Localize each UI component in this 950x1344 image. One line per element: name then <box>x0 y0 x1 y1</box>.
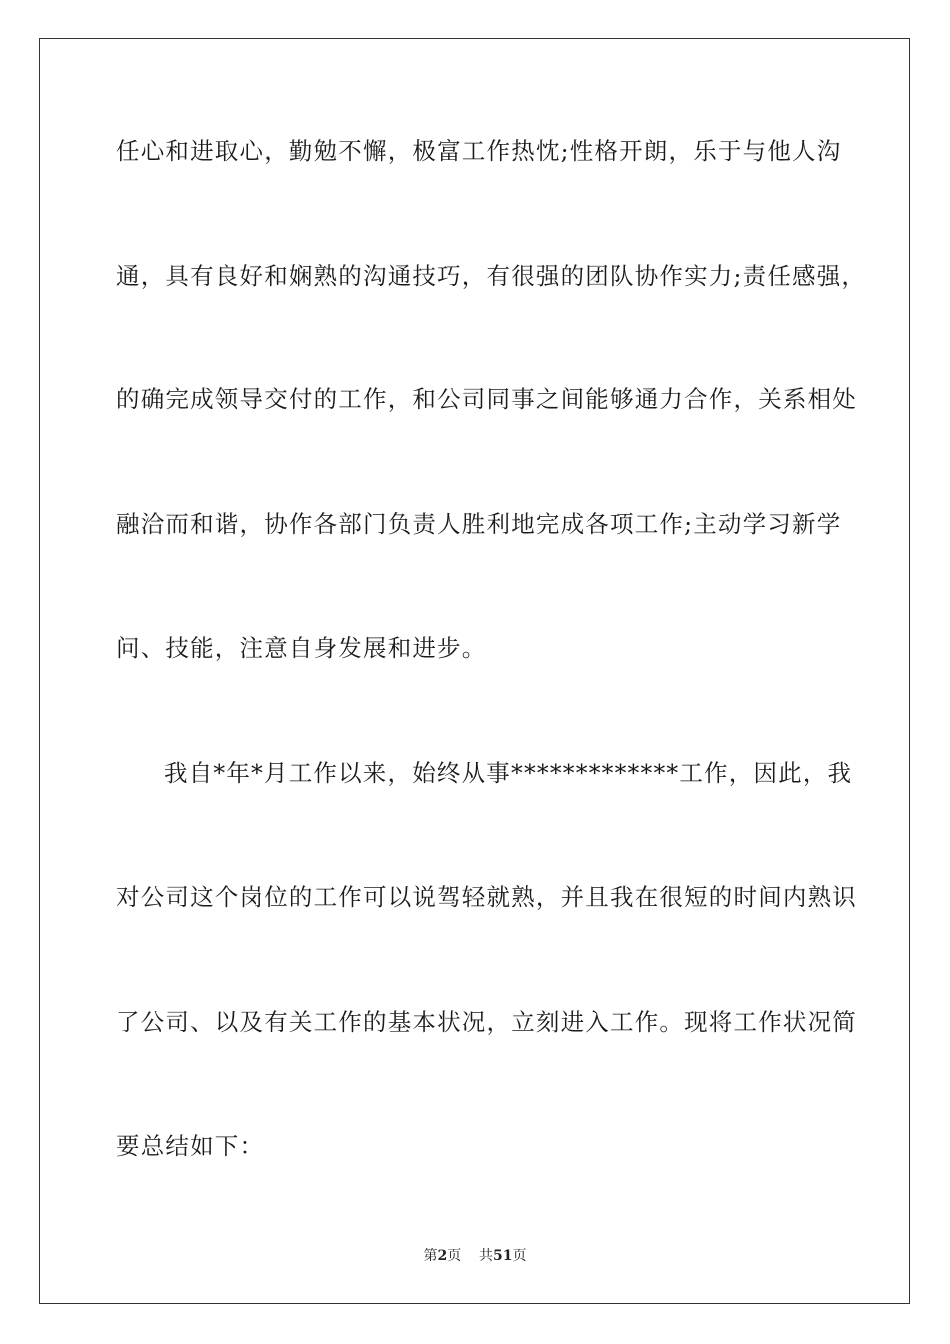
body-line-7: 对公司这个岗位的工作可以说驾轻就熟，并且我在很短的时间内熟识 <box>116 883 857 911</box>
body-line-6: 我自*年*月工作以来，始终从事*************工作，因此，我 <box>164 759 853 787</box>
body-line-5: 问、技能，注意自身发展和进步。 <box>116 634 487 662</box>
body-line-8: 了公司、以及有关工作的基本状况，立刻进入工作。现将工作状况简 <box>116 1008 857 1036</box>
body-line-2: 通，具有良好和娴熟的沟通技巧，有很强的团队协作实力;责任感强， <box>116 262 867 290</box>
footer-page-prefix: 第 <box>423 1248 438 1264</box>
body-line-1: 任心和进取心，勤勉不懈，极富工作热忱;性格开朗，乐于与他人沟 <box>116 137 842 165</box>
footer-total-pages: 51 <box>493 1248 513 1264</box>
body-line-4: 融洽而和谐，协作各部门负责人胜利地完成各项工作;主动学习新学 <box>116 510 842 538</box>
footer-page-suffix: 页 <box>447 1248 462 1264</box>
footer-total-suffix: 页 <box>512 1248 527 1264</box>
body-line-3: 的确完成领导交付的工作，和公司同事之间能够通力合作，关系相处 <box>116 385 857 413</box>
body-line-9: 要总结如下： <box>116 1132 265 1160</box>
page-frame <box>39 38 910 1304</box>
footer-page-number: 2 <box>437 1248 448 1264</box>
page-footer <box>0 1247 950 1265</box>
footer-total-prefix: 共 <box>479 1248 494 1264</box>
